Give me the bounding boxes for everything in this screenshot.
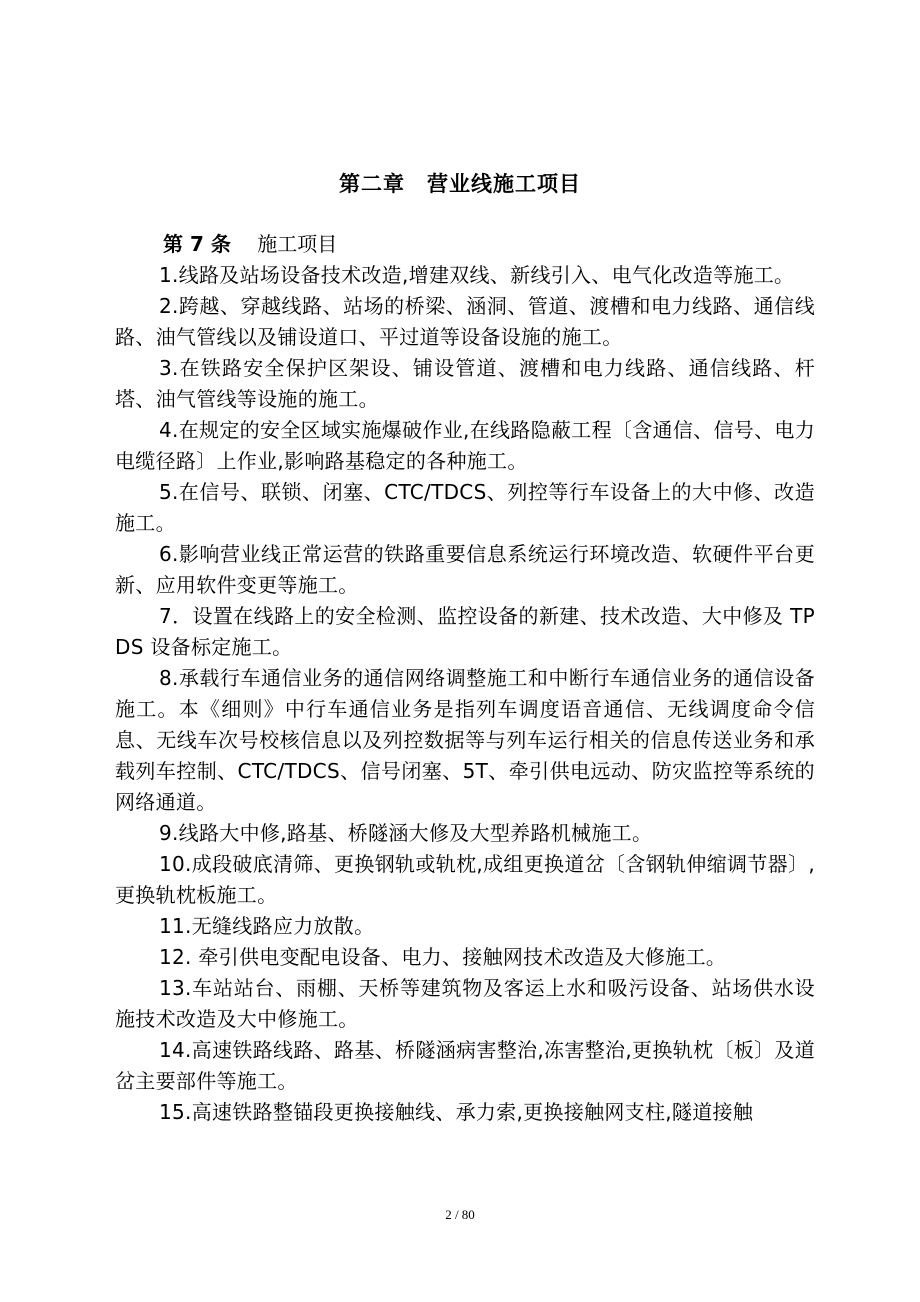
page-number: 2 / 80 [445, 1207, 475, 1222]
paragraph-3: 3.在铁路安全保护区架设、铺设管道、渡槽和电力线路、通信线路、杆塔、油气管线等设施的施工。 [115, 356, 815, 411]
chapter-title: 第二章 营业线施工项目 [339, 172, 581, 196]
paragraph-15: 15.高速铁路整锚段更换接触线、承力索,更换接触网支柱,隧道接触 [159, 1100, 754, 1124]
paragraph-12: 12. 牵引供电变配电设备、电力、接触网技术改造及大修施工。 [159, 945, 727, 969]
paragraph-2: 2.跨越、穿越线路、站场的桥梁、涵洞、管道、渡槽和电力线路、通信线路、油气管线以及铺设道口、平过道等设备设施的施工。 [115, 294, 815, 349]
paragraph-8: 8.承载行车通信业务的通信网络调整施工和中断行车通信业务的通信设备施工。本《细则》中行车通信业务是指列车调度语音通信、无线调度命令信息、无线车次号校核信息以及列控数据等与列车运行相关的信息传送业务和承载列车控制、CTC/TDCS、信号闭塞、5T、牵引供电远动、防灾监控等系统的网络通道。 [115, 666, 815, 814]
article-title: 施工项目 [257, 232, 338, 256]
paragraph-5: 5.在信号、联锁、闭塞、CTC/TDCS、列控等行车设备上的大中修、改造施工。 [115, 480, 815, 535]
paragraph-6: 6.影响营业线正常运营的铁路重要信息系统运行环境改造、软硬件平台更新、应用软件变更等施工。 [115, 542, 815, 597]
paragraph-14: 14.高速铁路线路、路基、桥隧涵病害整治,冻害整治,更换轨枕〔板〕及道岔主要部件等施工。 [115, 1038, 815, 1093]
paragraph-10: 10.成段破底清筛、更换钢轨或轨枕,成组更换道岔〔含钢轨伸缩调节器〕,更换轨枕板施工。 [115, 852, 815, 907]
article-number: 第 7 条 [163, 232, 231, 256]
article-heading [115, 229, 815, 260]
document-body [115, 229, 815, 1128]
paragraph-1: 1.线路及站场设备技术改造,增建双线、新线引入、电气化改造等施工。 [159, 263, 795, 287]
paragraph-11: 11.无缝线路应力放散。 [159, 914, 375, 938]
paragraph-9: 9.线路大中修,路基、桥隧涵大修及大型养路机械施工。 [159, 821, 653, 845]
paragraph-13: 13.车站站台、雨棚、天桥等建筑物及客运上水和吸污设备、站场供水设施技术改造及大中修施工。 [115, 976, 815, 1031]
paragraph-4: 4.在规定的安全区域实施爆破作业,在线路隐蔽工程〔含通信、信号、电力电缆径路〕上作业,影响路基稳定的各种施工。 [115, 418, 815, 473]
paragraph-7: 7．设置在线路上的安全检测、监控设备的新建、技术改造、大中修及 TPDS 设备标定施工。 [115, 604, 815, 659]
